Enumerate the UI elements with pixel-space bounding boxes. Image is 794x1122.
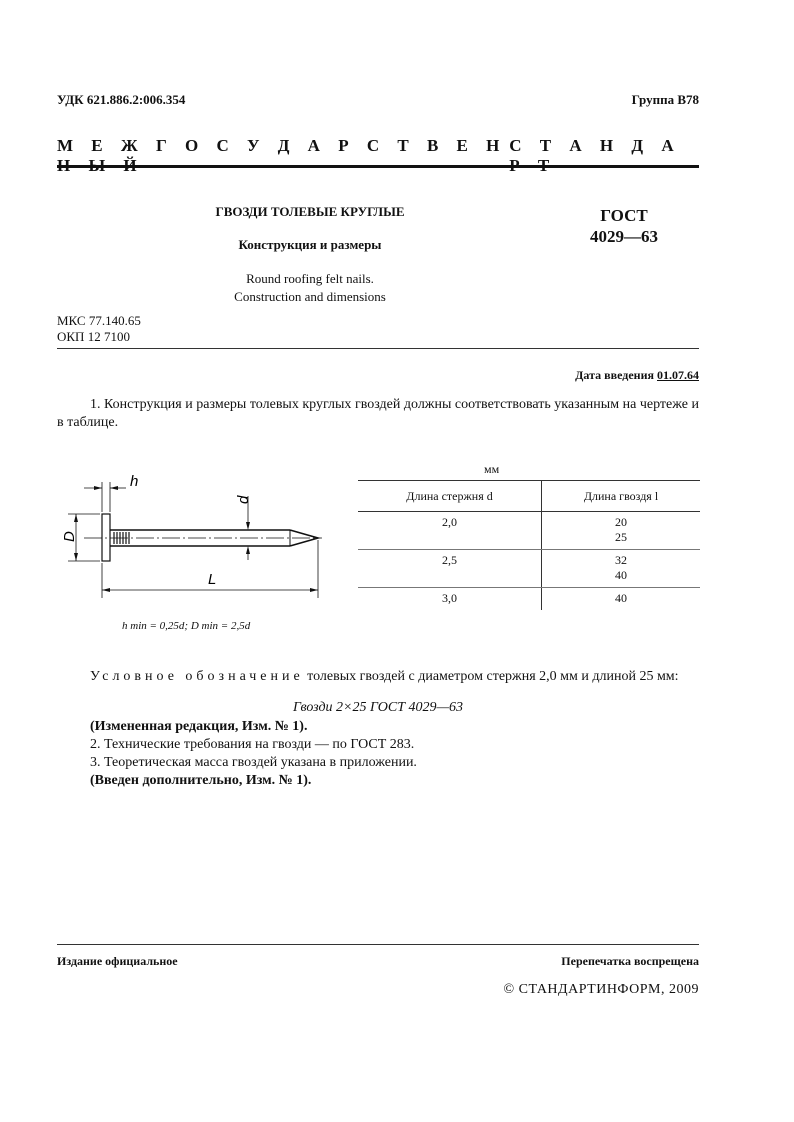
- cell-shank: 2,5: [358, 550, 542, 588]
- classification-codes: [57, 313, 141, 345]
- designation-example: Гвозди 2×25 ГОСТ 4029—63: [293, 700, 463, 715]
- standard-number: [584, 205, 664, 247]
- nail-head: [102, 514, 110, 561]
- mks-code: МКС 77.140.65: [57, 313, 141, 328]
- nail-drawing: [56, 468, 328, 604]
- cell-length: 40: [542, 588, 700, 611]
- standard-banner: [57, 136, 699, 176]
- header-divider: [57, 348, 699, 349]
- introduction-date-label: Дата введения: [575, 368, 654, 382]
- amendment-note-2: (Введен дополнительно, Изм. № 1).: [90, 773, 312, 788]
- standard-code: 4029—63: [590, 227, 658, 246]
- official-edition: Издание официальное: [57, 954, 178, 968]
- banner-interstate: М Е Ж Г О С У Д А Р С Т В Е Н: [57, 136, 507, 155]
- cell-shank: 2,0: [358, 512, 542, 550]
- designation-lead: Условное обозначение: [90, 669, 304, 684]
- cell-shank: 3,0: [442, 591, 457, 605]
- table-unit: мм: [484, 462, 500, 476]
- footer-divider: [57, 944, 699, 945]
- udk-code: УДК 621.886.2:006.354: [57, 92, 186, 107]
- english-title-line-2: Construction and dimensions: [234, 289, 386, 304]
- document-subtitle: Конструкция и размеры: [238, 237, 382, 252]
- drawing-note: h min = 0,25d; D min = 2,5d: [122, 620, 251, 632]
- cell-length: 20 25: [542, 512, 700, 550]
- label-D: D: [61, 531, 78, 542]
- dimensions-table: [358, 480, 700, 610]
- banner-standard: С Т А Н Д А: [509, 136, 681, 155]
- introduction-date: [575, 368, 699, 383]
- cell-length: 32 40: [542, 550, 700, 588]
- banner-divider: [57, 165, 699, 168]
- table-row: [358, 550, 700, 588]
- document-title: ГВОЗДИ ТОЛЕВЫЕ КРУГЛЫЕ: [215, 204, 405, 219]
- standard-prefix: ГОСТ: [600, 206, 648, 225]
- reprint-prohibited: Перепечатка воспрещена: [561, 954, 699, 968]
- english-title-line-1: Round roofing felt nails.: [246, 271, 374, 286]
- okp-code: ОКП 12 7100: [57, 329, 130, 344]
- column-shank-length: Длина стержня d: [358, 481, 542, 512]
- amendment-note-1: (Измененная редакция, Изм. № 1).: [90, 719, 308, 734]
- title-block: [150, 204, 470, 306]
- introduction-date-value: 01.07.64: [657, 368, 699, 382]
- table-row: [358, 512, 700, 550]
- column-nail-length: Длина гвоздя l: [542, 481, 700, 512]
- table-row: [358, 588, 700, 611]
- clause-2: 2. Технические требования на гвозди — по ГОСТ 283.: [90, 737, 415, 752]
- label-d: d: [235, 495, 252, 504]
- designation-text: толевых гвоздей с диаметром стержня 2,0 мм и длиной 25 мм:: [303, 669, 679, 684]
- designation-paragraph: [57, 668, 699, 686]
- label-L: L: [208, 571, 217, 588]
- label-h: h: [130, 473, 139, 490]
- clause-3: 3. Теоретическая масса гвоздей указана в приложении.: [90, 755, 417, 770]
- english-title: [150, 270, 470, 306]
- group-code: Группа В78: [631, 92, 699, 107]
- copyright: © СТАНДАРТИНФОРМ, 2009: [503, 982, 699, 997]
- clause-1: 1. Конструкция и размеры толевых круглых гвоздей должны соответствовать указанным на чертеже и в таблице.: [57, 397, 699, 430]
